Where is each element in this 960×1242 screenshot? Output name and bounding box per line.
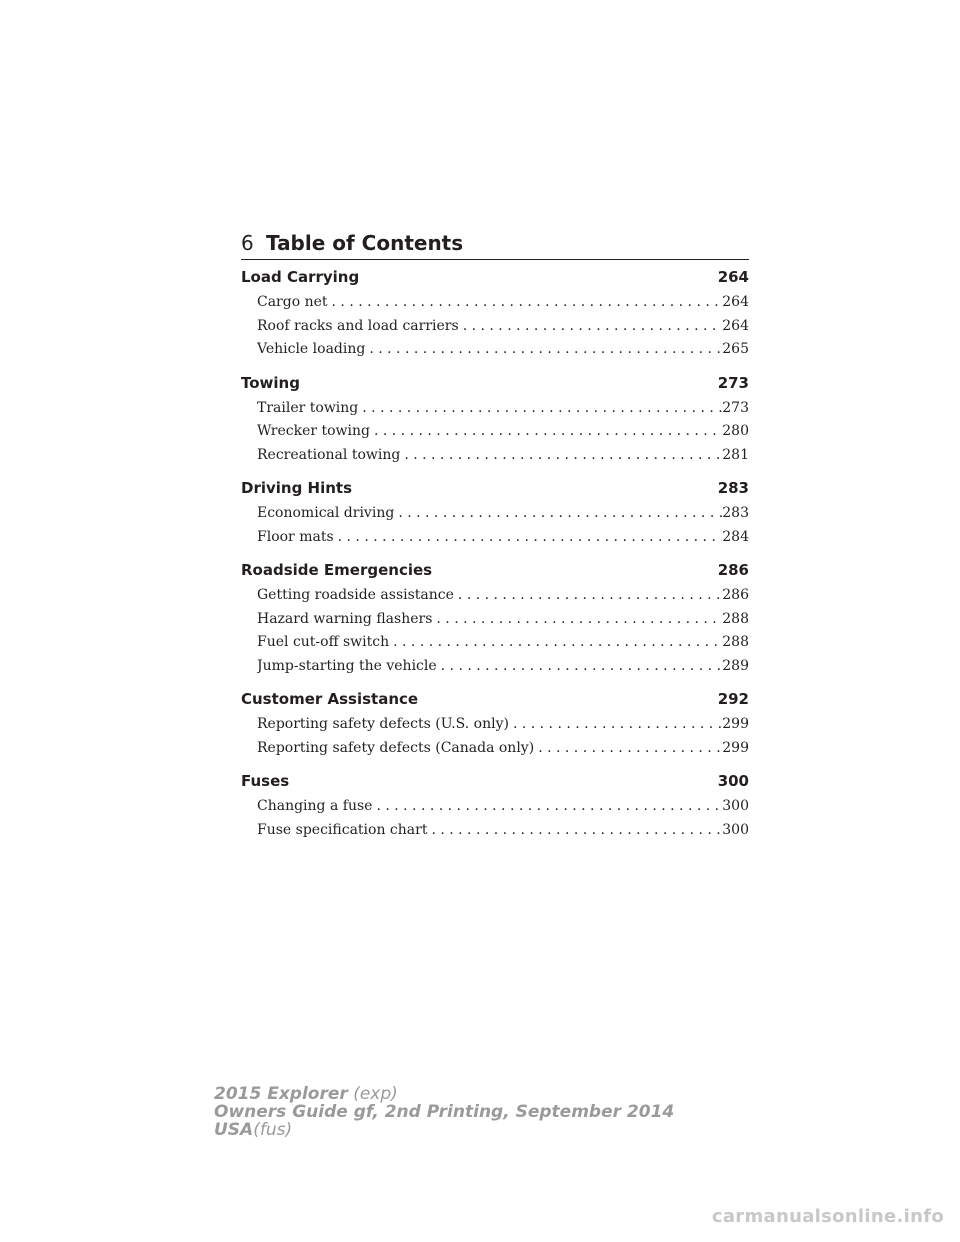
site-watermark: carmanualsonline.info [711, 1206, 944, 1227]
toc-entry[interactable] [257, 655, 749, 679]
entry-page: 265 [722, 341, 749, 357]
toc-section [241, 690, 749, 760]
toc-entry[interactable] [257, 713, 749, 737]
entry-label: Floor mats [257, 528, 334, 545]
section-page: 273 [717, 373, 749, 392]
toc-section [241, 268, 749, 362]
entry-label: Cargo net [257, 294, 328, 310]
entry-page: 286 [722, 587, 749, 603]
dot-leader [437, 655, 723, 679]
entry-label: Fuse specification chart [257, 821, 428, 838]
toc-entry[interactable] [257, 584, 749, 608]
dot-leader [358, 397, 722, 421]
section-heading[interactable] [241, 479, 749, 498]
entry-page: 299 [722, 716, 749, 732]
dot-leader [427, 819, 722, 843]
entry-page: 289 [722, 657, 749, 674]
page-header [241, 231, 749, 260]
dot-leader [400, 444, 722, 468]
entry-page: 281 [722, 446, 749, 463]
entry-label: Jump-starting the vehicle [257, 657, 437, 674]
section-page: 264 [717, 268, 749, 286]
section-title: Fuses [241, 772, 290, 790]
entry-page: 284 [722, 528, 749, 545]
model-code: (exp) [353, 1084, 398, 1104]
entry-page: 264 [722, 317, 749, 334]
entry-label: Trailer towing [257, 399, 359, 416]
dot-leader [365, 338, 722, 362]
toc-entry[interactable] [257, 397, 749, 421]
dot-leader [370, 420, 722, 444]
toc-entry[interactable] [257, 631, 749, 655]
section-title: Load Carrying [241, 268, 360, 286]
section-heading[interactable] [241, 374, 749, 393]
market-code: (fus) [253, 1120, 293, 1140]
entry-page: 288 [722, 634, 749, 650]
dot-leader [389, 631, 722, 655]
section-title: Roadside Emergencies [241, 561, 433, 579]
entry-page: 264 [722, 294, 749, 310]
dot-leader [454, 584, 722, 608]
printing-info: Owners Guide gf, 2nd Printing, September 2014 [214, 1102, 675, 1122]
market-name: USA [214, 1120, 254, 1140]
section-title: Towing [241, 373, 300, 392]
entry-page: 283 [722, 505, 749, 521]
table-of-contents [241, 268, 749, 854]
section-heading[interactable] [241, 268, 749, 287]
footer-line-2 [214, 1103, 714, 1121]
section-heading[interactable] [241, 690, 749, 709]
toc-entry[interactable] [257, 291, 749, 315]
dot-leader [534, 737, 722, 761]
dot-leader [372, 795, 722, 819]
entry-label: Wrecker towing [257, 423, 370, 439]
toc-entry[interactable] [257, 502, 749, 526]
toc-section [241, 561, 749, 678]
entry-page: 299 [722, 739, 749, 756]
section-page: 292 [717, 690, 749, 708]
dot-leader [328, 291, 723, 315]
toc-section [241, 479, 749, 549]
dot-leader [394, 502, 722, 526]
entry-page: 273 [722, 399, 749, 416]
entry-label: Reporting safety defects (U.S. only) [257, 716, 509, 732]
section-title: Driving Hints [241, 479, 353, 497]
toc-entry[interactable] [257, 608, 749, 632]
entry-page: 280 [722, 423, 749, 439]
entry-label: Getting roadside assistance [257, 587, 454, 603]
entry-page: 300 [722, 798, 749, 814]
footer-line-1 [214, 1085, 714, 1103]
document-footer [214, 1085, 714, 1139]
toc-entry[interactable] [257, 420, 749, 444]
entry-page: 300 [722, 821, 749, 838]
page-number: 6 [241, 231, 254, 255]
section-page: 286 [717, 561, 749, 579]
toc-entry[interactable] [257, 315, 749, 339]
entry-label: Changing a fuse [257, 798, 373, 814]
entry-label: Roof racks and load carriers [257, 317, 459, 334]
page-title: Table of Contents [266, 231, 464, 255]
section-heading[interactable] [241, 772, 749, 791]
section-heading[interactable] [241, 561, 749, 580]
entry-label: Hazard warning flashers [257, 610, 433, 627]
dot-leader [334, 526, 723, 550]
entry-label: Reporting safety defects (Canada only) [257, 739, 535, 756]
section-page: 300 [717, 772, 749, 790]
entry-label: Vehicle loading [257, 341, 366, 357]
toc-entry[interactable] [257, 444, 749, 468]
dot-leader [459, 315, 723, 339]
entry-label: Fuel cut-off switch [257, 634, 390, 650]
entry-page: 288 [722, 610, 749, 627]
section-title: Customer Assistance [241, 690, 419, 708]
dot-leader [432, 608, 722, 632]
footer-line-3 [214, 1121, 714, 1139]
toc-entry[interactable] [257, 819, 749, 843]
toc-entry[interactable] [257, 795, 749, 819]
toc-entry[interactable] [257, 737, 749, 761]
entry-label: Economical driving [257, 505, 395, 521]
toc-section [241, 374, 749, 468]
entry-label: Recreational towing [257, 446, 401, 463]
toc-entry[interactable] [257, 526, 749, 550]
dot-leader [509, 713, 722, 737]
model-name: 2015 Explorer [214, 1084, 348, 1104]
section-page: 283 [717, 479, 749, 497]
toc-section [241, 772, 749, 842]
toc-entry[interactable] [257, 338, 749, 362]
